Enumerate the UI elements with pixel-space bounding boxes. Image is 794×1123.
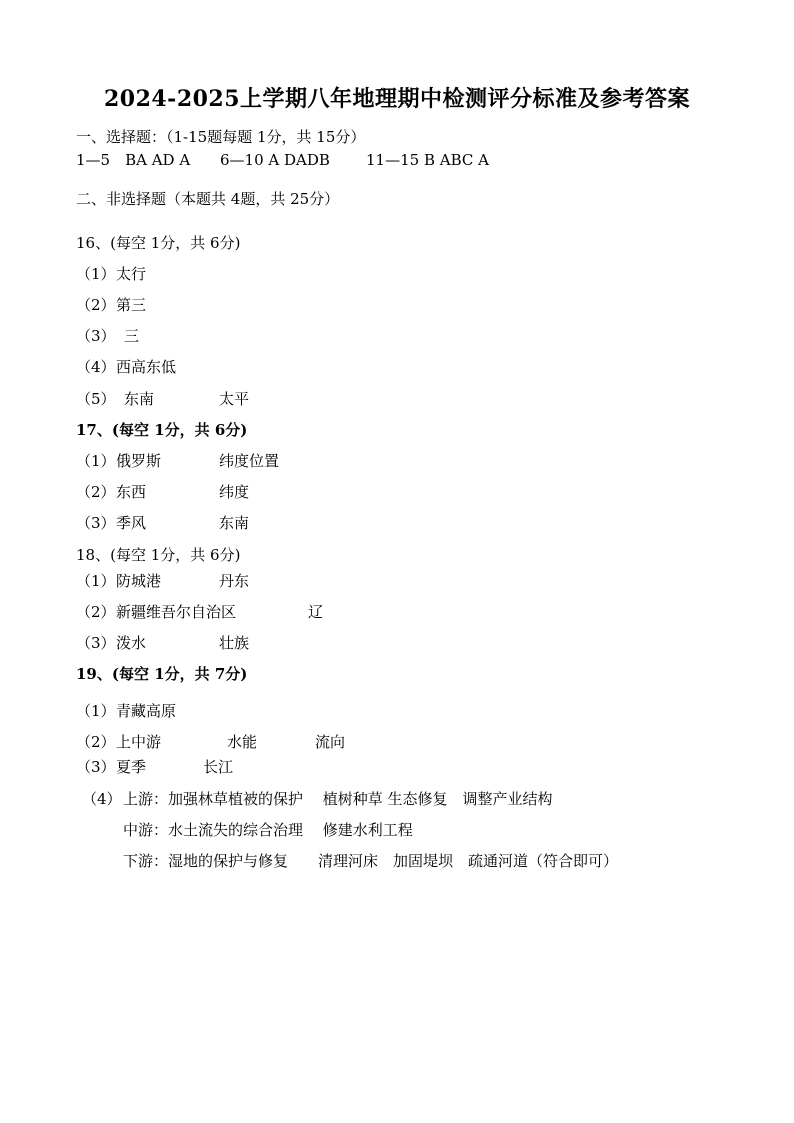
answer-text-2: 纬度 [219, 483, 250, 501]
answer-text-2: 水能 [227, 733, 258, 751]
item-number: （2） [76, 483, 116, 501]
section1-heading: 一、选择题：（1-15题每题 1分，共 15分） [76, 128, 366, 146]
answer-group-6-10: 6—10 A DADB [220, 151, 330, 169]
answer-text: 俄罗斯 [116, 452, 162, 470]
item-number: （3） [76, 514, 116, 532]
answer-text-2: 纬度位置 [219, 452, 280, 470]
answer-text: 夏季 [116, 758, 147, 776]
answer-group-1-5: 1—5 BA AD A [76, 151, 191, 169]
q19-item-1 [76, 702, 716, 720]
answer-text: 青藏高原 [116, 702, 177, 720]
q18-item-3 [76, 634, 716, 652]
q18-item-1 [76, 572, 716, 590]
answer-text: 新疆维吾尔自治区 [116, 603, 237, 621]
item-number: （2） [76, 733, 116, 751]
answer-text: 防城港 [116, 572, 162, 590]
answer-text: 第三 [116, 296, 147, 314]
answer-text: 东西 [116, 483, 147, 501]
q16-item-5 [76, 390, 716, 408]
answer-text: 太行 [116, 265, 147, 283]
item-number: （1） [76, 265, 116, 283]
q19-item-4 [76, 790, 716, 808]
lower-reach-measures: 下游：湿地的保护与修复 清理河床 加固堤坝 疏通河道（符合即可） [123, 852, 619, 870]
answer-text: 东南 [124, 390, 155, 408]
item-number: （4） [82, 790, 122, 808]
answer-text-2: 东南 [219, 514, 250, 532]
answer-text-2: 辽 [308, 603, 324, 621]
q17-item-3 [76, 514, 716, 532]
answer-text: 季风 [116, 514, 147, 532]
answer-text-2: 长江 [203, 758, 234, 776]
q19-heading: 19、(每空 1分，共 7分) [76, 665, 248, 683]
q16-item-1 [76, 265, 716, 283]
middle-reach-measures: 中游：水土流失的综合治理 修建水利工程 [123, 821, 413, 839]
q19-item-3 [76, 758, 716, 776]
item-number: （2） [76, 296, 116, 314]
q16-heading: 16、(每空 1分，共 6分) [76, 234, 241, 252]
q16-item-4 [76, 358, 716, 376]
page-title: 2024-2025上学期八年地理期中检测评分标准及参考答案 [103, 86, 691, 112]
item-number: （1） [76, 452, 116, 470]
answer-group-11-15: 11—15 B ABC A [366, 151, 489, 169]
section2-heading: 二、非选择题（本题共 4题，共 25分） [76, 190, 340, 208]
q18-heading: 18、(每空 1分，共 6分) [76, 546, 241, 564]
item-number: （3） [76, 758, 116, 776]
q17-item-1 [76, 452, 716, 470]
section1-answers [76, 151, 716, 169]
item-number: （1） [76, 572, 116, 590]
answer-text-2: 丹东 [219, 572, 250, 590]
answer-text: 上中游 [116, 733, 162, 751]
answer-text: 西高东低 [116, 358, 177, 376]
q19-item-2 [76, 733, 716, 751]
item-number: （2） [76, 603, 116, 621]
q17-heading: 17、(每空 1分，共 6分) [76, 421, 248, 439]
q16-item-2 [76, 296, 716, 314]
item-number: （5） [76, 390, 116, 408]
q17-item-2 [76, 483, 716, 501]
upper-reach-measures: 上游：加强林草植被的保护 植树种草 生态修复 调整产业结构 [123, 790, 553, 808]
answer-text-3: 流向 [315, 733, 346, 751]
item-number: （1） [76, 702, 116, 720]
answer-text: 泼水 [116, 634, 147, 652]
answer-text-2: 太平 [219, 390, 250, 408]
q18-item-2 [76, 603, 716, 621]
item-number: （3） [76, 634, 116, 652]
q16-item-3 [76, 327, 716, 345]
answer-text: 三 [124, 327, 140, 345]
answer-text-2: 壮族 [219, 634, 250, 652]
item-number: （3） [76, 327, 116, 345]
item-number: （4） [76, 358, 116, 376]
